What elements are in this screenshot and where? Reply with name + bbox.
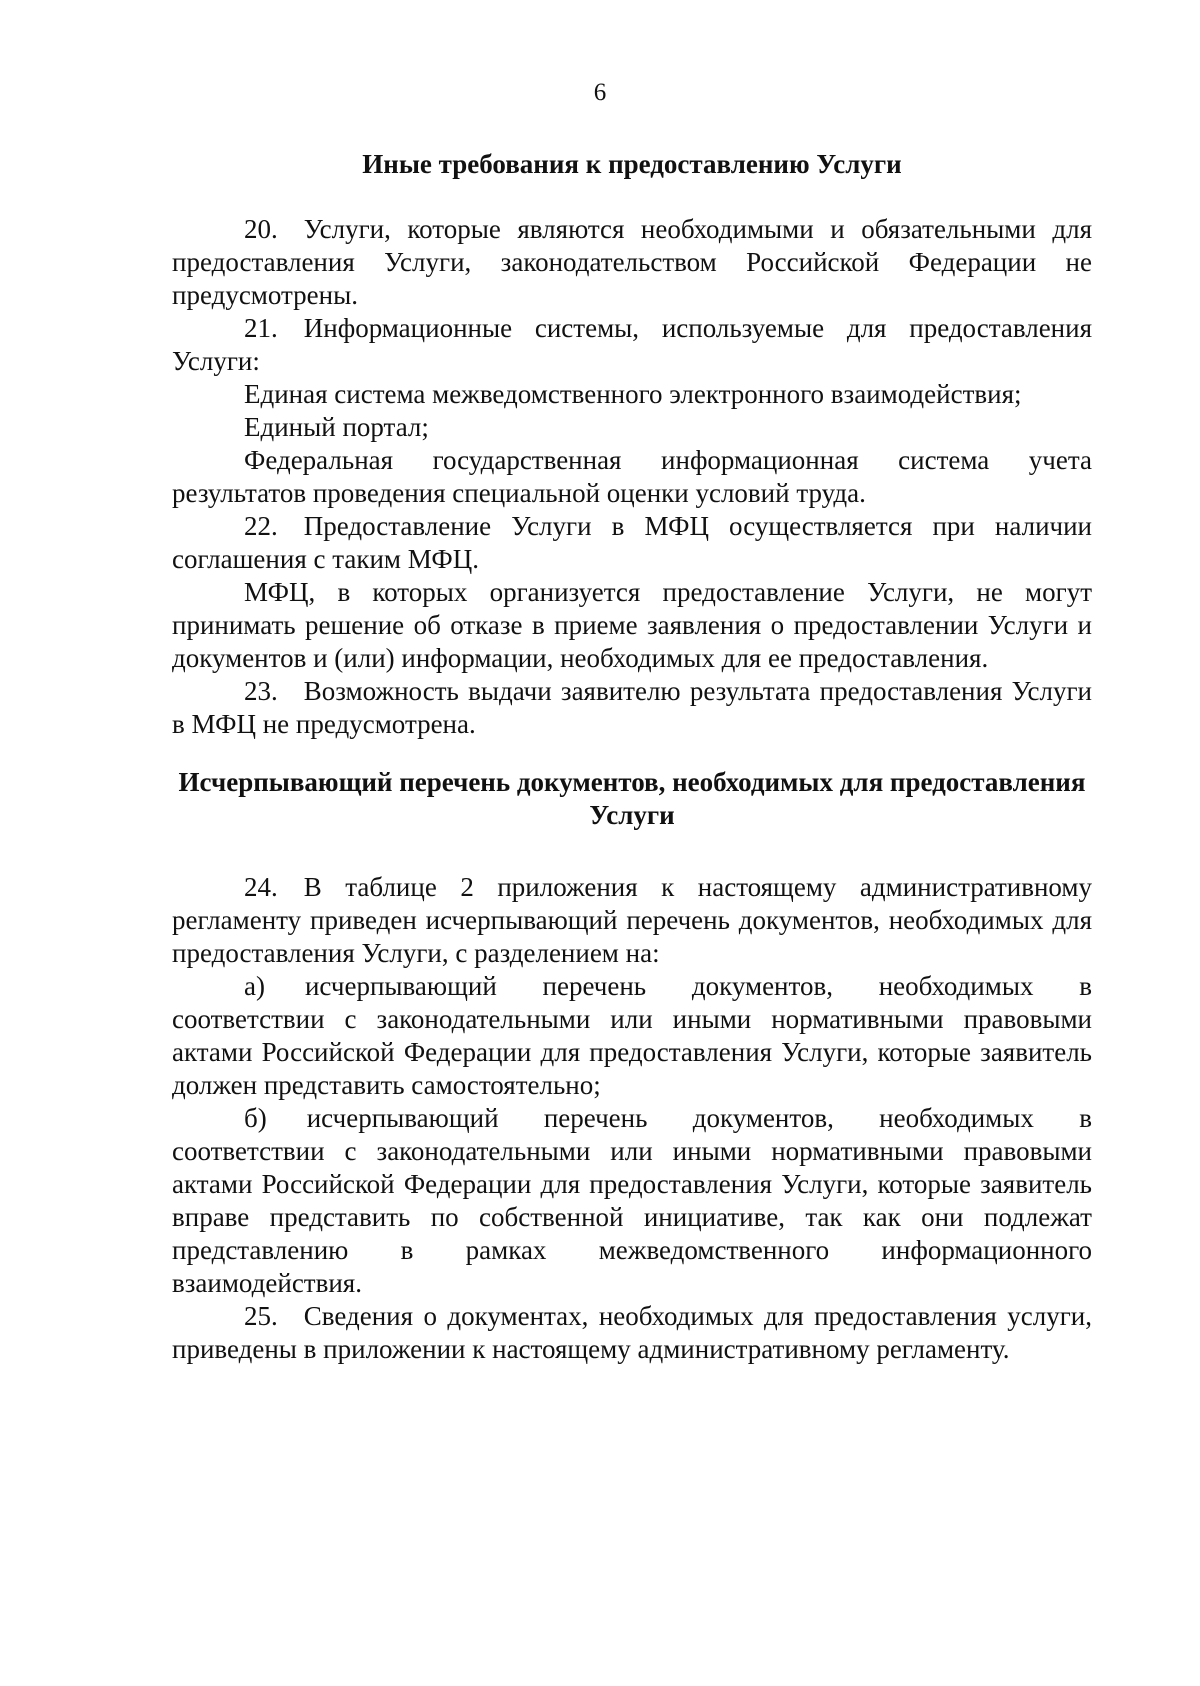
paragraph-text: МФЦ, в которых организуется предоставление Услуги, не могут принимать решение об отказе в приеме заявления о предоставлении Услуги и документов и (или) информации, необходимых для ее предоставления. — [172, 577, 1092, 673]
paragraph-text: Единый портал; — [244, 412, 429, 442]
paragraph-text: исчерпывающий перечень документов, необходимых в соответствии с законодательными или иными нормативными правовыми актами Российской Федерации для предоставления Услуги, которые заявитель должен представить самостоятельно; — [172, 971, 1092, 1100]
paragraph-number: 25. — [244, 1301, 278, 1331]
paragraph-24 — [172, 871, 1092, 970]
paragraph-text: Услуги, которые являются необходимыми и обязательными для предоставления Услуги, законодательством Российской Федерации не предусмотрены. — [172, 214, 1092, 310]
paragraph-22 — [172, 510, 1092, 576]
paragraph-24b — [172, 1102, 1092, 1300]
list-item-smev — [172, 378, 1092, 411]
paragraph-23 — [172, 675, 1092, 741]
paragraph-text: Сведения о документах, необходимых для предоставления услуги, приведены в приложении к настоящему административному регламенту. — [172, 1301, 1092, 1364]
paragraph-number: 20. — [244, 214, 278, 244]
paragraph-number: а) — [244, 971, 265, 1001]
paragraph-number: 22. — [244, 511, 278, 541]
paragraph-text: В таблице 2 приложения к настоящему административному регламенту приведен исчерпывающий перечень документов, необходимых для предоставления Услуги, с разделением на: — [172, 872, 1092, 968]
list-item-portal — [172, 411, 1092, 444]
paragraph-number: б) — [244, 1103, 267, 1133]
paragraph-text: исчерпывающий перечень документов, необходимых в соответствии с законодательными или иными нормативными правовыми актами Российской Федерации для предоставления Услуги, которые заявитель вправе представить по собственной инициативе, так как они подлежат представлению в рамках межведомственного информационного взаимодействия. — [172, 1103, 1092, 1298]
paragraph-25 — [172, 1300, 1092, 1366]
paragraph-number: 23. — [244, 676, 278, 706]
paragraph-text: Единая система межведомственного электронного взаимодействия; — [244, 379, 1022, 409]
paragraph-mfc — [172, 576, 1092, 675]
paragraph-text: Федеральная государственная информационная система учета результатов проведения специальной оценки условий труда. — [172, 445, 1092, 508]
section-heading-other-requirements: Иные требования к предоставлению Услуги — [362, 149, 902, 179]
page-number: 6 — [593, 79, 607, 106]
paragraph-number: 24. — [244, 872, 278, 902]
paragraph-text: Информационные системы, используемые для предоставления Услуги: — [172, 313, 1092, 376]
paragraph-text: Возможность выдачи заявителю результата предоставления Услуги в МФЦ не предусмотрена. — [172, 676, 1092, 739]
paragraph-text: Предоставление Услуги в МФЦ осуществляется при наличии соглашения с таким МФЦ. — [172, 511, 1092, 574]
paragraph-20 — [172, 213, 1092, 312]
paragraph-21 — [172, 312, 1092, 378]
paragraph-number: 21. — [244, 313, 278, 343]
section-heading-document-list: Исчерпывающий перечень документов, необходимых для предоставления Услуги — [178, 767, 1086, 830]
list-item-federal-system — [172, 444, 1092, 510]
paragraph-24a — [172, 970, 1092, 1102]
